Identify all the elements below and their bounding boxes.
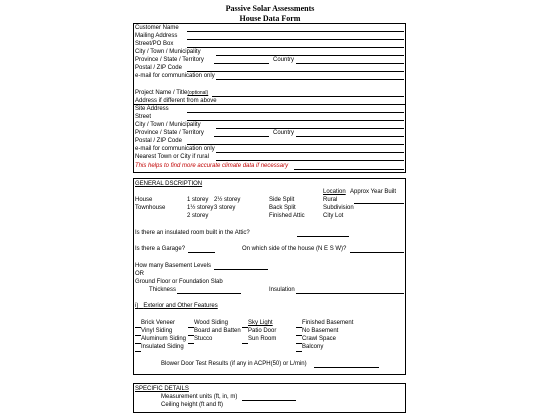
approx-year-label: Approx Year Built [350,189,397,195]
specific-heading: SPECIFIC DETAILS [135,386,189,392]
project-city-field[interactable] [216,128,404,129]
customer-project-section [133,23,406,173]
street-label: Street/PO Box [135,41,174,47]
form-title: Passive Solar Assessments [225,4,315,13]
blower-door-field[interactable] [314,367,379,368]
feature-patio-door[interactable]: Patio Door [248,328,277,334]
storey-1-5-option[interactable]: 1½ storey [187,205,214,211]
feature-crawl-space[interactable]: Crawl Space [302,336,337,342]
province-label: Province / State / Territory [135,57,204,63]
insulated-checkline[interactable] [135,351,141,352]
garage-side-field[interactable] [350,252,404,253]
features-heading: i) Exterior and Other Features [135,303,218,309]
address-if-different-label: Address if different from above [135,98,217,104]
general-description-section [133,178,406,375]
feature-board-batten[interactable]: Board and Batten [194,328,241,334]
stucco-checkline[interactable] [188,343,194,344]
feature-aluminum-siding[interactable]: Aluminum Siding [141,336,187,342]
storey-3-option[interactable]: 3 storey [214,205,236,211]
feature-vinyl-siding[interactable]: Vinyl Siding [141,328,173,334]
feature-balcony[interactable]: Balcony [302,344,324,350]
project-city-label: City / Town / Municipality [135,122,201,128]
feature-sun-room[interactable]: Sun Room [248,336,277,342]
customer-name-field[interactable] [187,31,404,32]
thickness-field[interactable] [177,293,241,294]
city-field[interactable] [216,55,404,56]
email-field[interactable] [216,79,404,80]
attic-answer-field[interactable] [297,236,349,237]
city-lot-option[interactable]: City Lot [323,213,344,219]
back-split-option[interactable]: Back Split [269,205,296,211]
blower-door-label: Blower Door Test Results (if any in ACPH(50) or L/min) [161,361,307,367]
feature-brick-veneer[interactable]: Brick Veneer [141,320,176,326]
attic-question: Is there an insulated room built in the Attic? [135,230,250,236]
project-postal-label: Postal / ZIP Code [135,138,182,144]
townhouse-option[interactable]: Townhouse [135,205,166,211]
general-heading: GENERAL DSCRIPTION [135,181,203,187]
site-address-label: Site Address [135,106,169,112]
thickness-label: Thickness [149,287,177,293]
mailing-address-label: Mailing Address [135,33,178,39]
feature-insulated-siding[interactable]: Insulated Siding [141,344,184,350]
site-address-field[interactable] [187,112,404,113]
mailing-address-field[interactable] [187,39,404,40]
measurement-units-label: Measurement units (ft, in, m) [161,394,238,400]
email-label: e-mail for communication only [135,73,215,79]
basement-levels-question: How many Basement Levels [135,263,212,269]
form-subtitle: House Data Form [239,14,301,23]
project-province-field[interactable] [214,136,269,137]
project-email-label: e-mail for communication only [135,146,215,152]
feature-sky-light[interactable]: Sky Light [248,320,273,326]
feature-finished-basement[interactable]: Finished Basement [302,320,354,326]
project-postal-field[interactable] [187,144,404,145]
province-field[interactable] [214,63,269,64]
project-country-field[interactable] [296,136,404,137]
postal-label: Postal / ZIP Code [135,65,182,71]
feature-no-basement[interactable]: No Basement [302,328,339,334]
project-email-field[interactable] [216,152,404,153]
balcony-checkline[interactable] [296,351,302,352]
ceiling-height-label: Ceiling height (ft and ft) [161,402,224,408]
subdivision-option[interactable]: Subdivision [323,205,354,211]
project-street-label: Street [135,114,152,120]
climate-note-line [294,169,404,170]
insulation-label: Insulation [269,287,295,293]
specific-details-section [133,383,406,413]
project-province-label: Province / State / Territory [135,130,204,136]
street-field[interactable] [187,47,404,48]
location-label: Location [323,189,346,195]
city-label: City / Town / Municipality [135,49,201,55]
garage-side-question: On which side of the house (N E S W)? [242,246,347,252]
feature-wood-siding[interactable]: Wood Siding [194,320,228,326]
storey-2-option[interactable]: 2 storey [187,213,209,219]
postal-field[interactable] [187,71,404,72]
country-label: Country [273,57,295,63]
side-split-option[interactable]: Side Split [269,197,295,203]
garage-answer-field[interactable] [188,252,215,253]
climate-note: This helps to find more accurate climate data if necessary [135,163,289,169]
ground-floor-label: Ground Floor or Foundation Slab [135,279,223,285]
garage-question: Is there a Garage? [135,246,186,252]
project-street-field[interactable] [187,120,404,121]
customer-name-label: Customer Name [135,25,179,31]
storey-2-5-option[interactable]: 2½ storey [214,197,241,203]
basement-levels-field[interactable] [214,269,268,270]
sunroom-checkline[interactable] [242,343,248,344]
measurement-units-field[interactable] [242,400,296,401]
finished-attic-option[interactable]: Finished Attic [269,213,305,219]
insulation-field[interactable] [296,293,404,294]
country-field[interactable] [296,63,404,64]
nearest-town-field[interactable] [216,160,404,161]
nearest-town-label: Nearest Town or City if rural [135,154,209,160]
feature-stucco[interactable]: Stucco [194,336,213,342]
house-option[interactable]: House [135,197,153,203]
year-built-field[interactable] [354,203,404,204]
storey-1-option[interactable]: 1 storey [187,197,209,203]
or-label: OR [135,271,144,277]
rural-option[interactable]: Rural [323,197,338,203]
project-country-label: Country [273,130,295,136]
divider [134,104,405,105]
project-name-field[interactable] [212,96,404,97]
project-name-label: Project Name / Title(optional) [135,90,209,96]
